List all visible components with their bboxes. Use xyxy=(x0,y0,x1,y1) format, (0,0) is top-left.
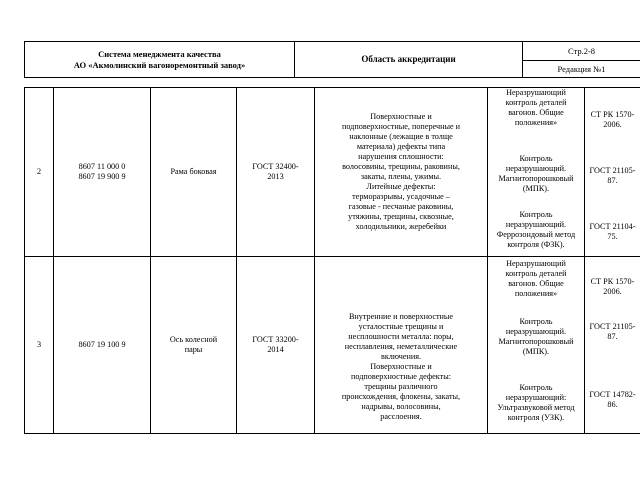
method-block xyxy=(490,210,582,250)
product-code-cell xyxy=(54,257,151,434)
defect-line: Поверхностные и xyxy=(370,112,432,121)
method-line: Магнитопорошковый xyxy=(498,337,574,346)
method-line: Контроль xyxy=(519,383,553,392)
table-row xyxy=(25,257,640,434)
defects-cell xyxy=(315,88,488,257)
row-number: 2 xyxy=(25,88,54,257)
accreditation-area-cell xyxy=(295,42,523,78)
method-line: Контроль xyxy=(519,317,553,326)
method-line: неразрушающий. xyxy=(505,220,567,229)
method-block xyxy=(490,88,582,128)
method-line: вагонов. Общие xyxy=(508,108,564,117)
method-line: контроль деталей xyxy=(505,269,567,278)
method-line: неразрушающий. xyxy=(505,164,567,173)
accreditation-table xyxy=(24,87,640,434)
method-line: Неразрушающий xyxy=(506,259,566,268)
defect-line: утяжины, трещины, сквозные, xyxy=(348,212,454,221)
method-line: контроля (ФЗК). xyxy=(507,240,565,249)
method-line: Контроль xyxy=(519,210,553,219)
defect-line: терморазрывы, усадочные – xyxy=(352,192,450,201)
method-line: неразрушающий. xyxy=(505,327,567,336)
standards-cell xyxy=(585,257,640,434)
document-header xyxy=(24,41,640,78)
product-code-cell xyxy=(54,88,151,257)
method-line: (МПК). xyxy=(522,347,550,356)
method-block xyxy=(490,259,582,299)
gost-cell xyxy=(237,88,315,257)
org-title-line1: Система менеджмента качества xyxy=(98,48,221,59)
product-code: 8607 19 900 9 xyxy=(78,172,126,181)
method-line: контроль деталей xyxy=(505,98,567,107)
page-number: Стр.2-8 xyxy=(523,42,640,61)
defect-line: несплавления, неметаллические xyxy=(344,342,458,351)
defect-line: наклонные (лежащие в толще xyxy=(349,132,453,141)
method-line: Магнитопорошковый xyxy=(498,174,574,183)
defect-line: волосовины, трещины, раковины, xyxy=(342,162,460,171)
table-row xyxy=(25,88,640,257)
row-number: 3 xyxy=(25,257,54,434)
defect-line: подповерхностные, поперечные и xyxy=(341,122,461,131)
method-line: Феррозондовый метод xyxy=(496,230,576,239)
method-line: неразрушающий: xyxy=(505,393,567,402)
gost-cell xyxy=(237,257,315,434)
standard-ref: ГОСТ 14782-86. xyxy=(589,390,636,409)
standard-ref: СТ РК 1570-2006. xyxy=(590,110,635,129)
standard-ref: ГОСТ 21105-87. xyxy=(589,322,636,341)
method-line: положения» xyxy=(514,289,558,298)
standard-ref: СТ РК 1570-2006. xyxy=(590,277,635,296)
standards-cell xyxy=(585,88,640,257)
method-line: Контроль xyxy=(519,154,553,163)
defect-line: материала) дефекты типа xyxy=(356,142,446,151)
product-name-line: Ось колесной xyxy=(169,335,218,344)
gost-line: ГОСТ 33200- xyxy=(252,335,299,344)
gost-line: 2013 xyxy=(267,172,284,181)
defect-line: включения. xyxy=(380,352,422,361)
method-block xyxy=(490,383,582,423)
defect-line: Внутренние и поверхностные xyxy=(348,312,454,321)
defect-line: происхождения, флокены, закаты, xyxy=(341,392,461,401)
standard-ref: ГОСТ 21104-75. xyxy=(589,222,636,241)
defect-line: расслоения. xyxy=(380,412,422,421)
method-line: положения» xyxy=(514,118,558,127)
standard-ref: ГОСТ 21105-87. xyxy=(589,166,636,185)
method-line: вагонов. Общие xyxy=(508,279,564,288)
defects-cell xyxy=(315,257,488,434)
product-code: 8607 11 000 0 xyxy=(78,162,126,171)
method-block xyxy=(490,154,582,194)
edition-number: Редакция №1 xyxy=(523,61,640,78)
defect-line: Литейные дефекты: xyxy=(366,182,436,191)
method-line: контроля (УЗК). xyxy=(507,413,565,422)
defect-line: газовые - песчаные раковины, xyxy=(348,202,454,211)
product-name: Рама боковая xyxy=(151,88,237,257)
accreditation-area-title: Область аккредитации xyxy=(361,54,456,64)
defect-line: нарушения сплошности: xyxy=(358,152,444,161)
defect-line: Поверхностные и xyxy=(370,362,432,371)
defect-line: усталостные трещины и xyxy=(358,322,444,331)
defect-line: надрывы, волосовины, xyxy=(361,402,441,411)
product-code: 8607 19 100 9 xyxy=(78,340,126,349)
defect-line: холодильники, жеребейки xyxy=(355,222,447,231)
defect-line: закаты, плены, ужимы. xyxy=(360,172,442,181)
product-name-cell xyxy=(151,257,237,434)
method-line: Ультразвуковой метод xyxy=(497,403,575,412)
method-block xyxy=(490,317,582,357)
org-title-line2: АО «Акмолинский вагоноремонтный завод» xyxy=(73,59,246,70)
defect-line: несплошности металла: поры, xyxy=(348,332,454,341)
organization-cell xyxy=(25,42,295,78)
methods-cell xyxy=(488,88,585,257)
defect-line: трещины различного xyxy=(364,382,438,391)
gost-line: ГОСТ 32400- xyxy=(252,162,299,171)
method-line: (МПК). xyxy=(522,184,550,193)
gost-line: 2014 xyxy=(267,345,284,354)
product-name-line: пары xyxy=(184,345,203,354)
defect-line: подповерхностные дефекты: xyxy=(350,372,452,381)
method-line: Неразрушающий xyxy=(506,88,566,97)
methods-cell xyxy=(488,257,585,434)
